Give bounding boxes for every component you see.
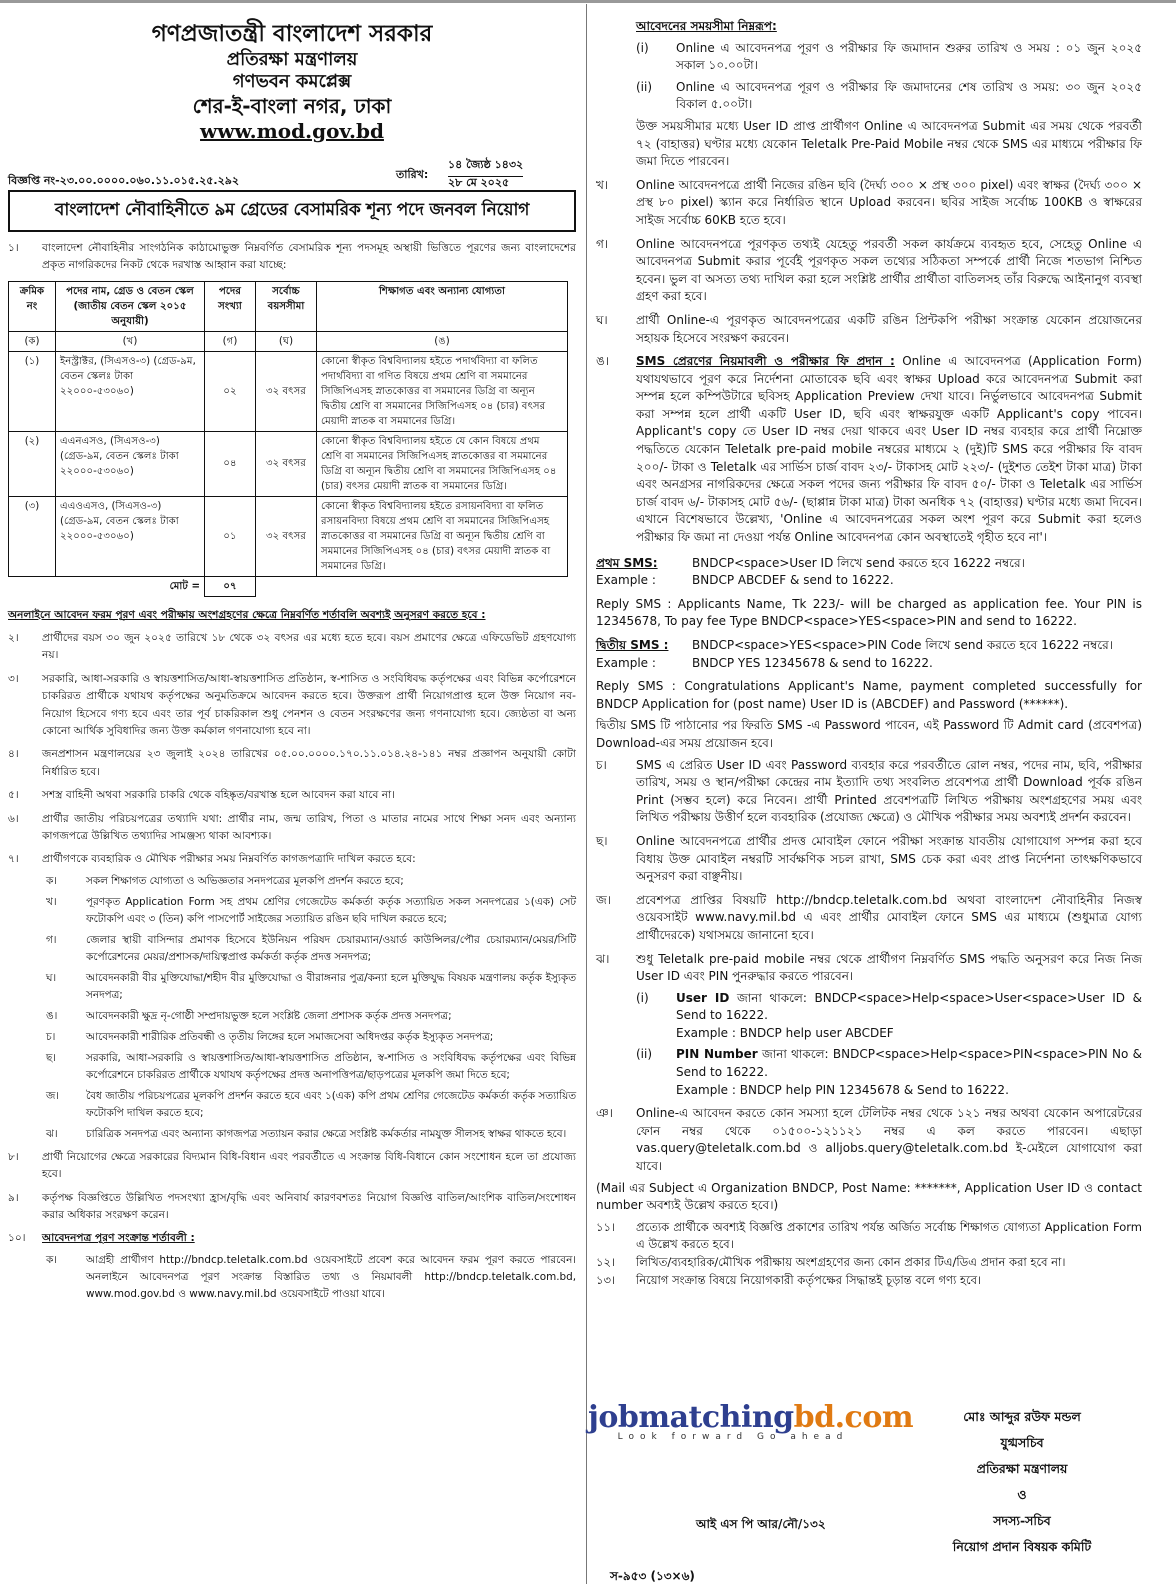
row-qualification: কোনো স্বীকৃত বিশ্ববিদ্যালয় হইতে পদার্থবিদ্যা বা ফলিত পদার্থবিদ্যা বা গণিত বিষয়ে প্রথম শ্রেণি বা সমমানের সিজিপিএসহ স্নাতকোত্তর বা সমমানের ডিগ্রি বা অন্যূন দ্বিতীয় শ্রেণি বা সমমানের সিজিপিএসহ ০৪ (চার) বৎসর মেয়াদী স্নাতক বা সমমানের ডিগ্রি। [317,351,568,431]
first-sms [596,555,1142,573]
recovery-roman: (ii) [636,1047,653,1062]
condition-number: ২। [8,631,19,644]
rule-item [596,1105,1142,1175]
conditions-list [8,630,576,1303]
second-sms-format: BNDCP<space>YES<space>PIN Code লিখে send করতে হবে 16222 নম্বরে। [692,638,1114,652]
notice-title-banner: বাংলাদেশ নৌবাহিনীতে ৯ম গ্রেডের বেসামরিক শূন্য পদে জনবল নিয়োগ [8,190,576,232]
second-sms-label: দ্বিতীয় SMS : [596,638,669,652]
condition-number: ৭। [8,853,19,866]
row-count: ০৪ [205,431,256,496]
document-text: পূরণকৃত Application Form সহ প্রথম শ্রেণির গেজেটেড কর্মকর্তা কর্তৃক সত্যায়িত সকল সনদপত্রের ১(এক) সেট ফটোকপি এবং ৩ (তিন) কপি পাসপোর্ট সাইজের সত্যায়িত রঙিন ছবি দাখিল করতে হবে; [86,895,576,925]
col-header-count: পদের সংখ্যা [205,281,256,331]
document-letter: গ। [46,933,57,946]
first-sms-label: প্রথম SMS: [596,555,658,570]
document-text: সরকারি, আধা-সরকারি ও স্বায়ত্তশাসিত/আধা-স্বায়ত্তশাসিত প্রতিষ্ঠান, স্ব-শাসিত ও সংবিধিবদ্ধ কর্তৃপক্ষের এবং বিভিন্ন কর্পোরেশনে চাকরিরত প্রার্থীকে যথাযথ কর্তৃপক্ষের প্রদত্ত অনাপত্তিপত্র/ছাড়পত্রের মূলকপি জমা দিতে হবে; [86,1051,576,1081]
signatory-title: যুগ্মসচিব [1000,1435,1044,1450]
document-letter: জ। [46,1089,60,1102]
table-row [9,351,568,431]
condition-item [596,1272,1142,1290]
website-link[interactable]: www.mod.gov.bd [200,118,384,143]
document-text: আবেদনকারী ক্ষুদ্র নৃ-গোষ্ঠী সম্প্রদায়ভুক্ত হলে সংশ্লিষ্ট জেলা প্রশাসক কর্তৃক প্রদত্ত সনদপত্র; [86,1009,452,1022]
signatory-name: মোঃ আব্দুর রউফ মন্ডল [963,1409,1081,1424]
row-age: ৩২ বৎসর [256,351,317,431]
condition-item [8,1230,576,1247]
signatory-and: ও [1017,1487,1027,1502]
signature-block [898,1404,1146,1560]
document-text: আবেদনকারী শারীরিক প্রতিবন্ধী ও তৃতীয় লিঙ্গের হলে সমাজসেবা অধিদপ্তর কর্তৃক ইস্যুকৃত সনদপত্র; [86,1030,494,1043]
rule-item [596,177,1142,230]
document-letter: ঝ। [46,1127,58,1140]
condition-number: ৩। [8,672,19,685]
document-text: বৈধ জাতীয় পরিচয়পত্রের মূলকপি প্রদর্শন করতে হবে এবং ১(এক) কপি প্রথম শ্রেণির গেজেটেড কর্মকর্তা কর্তৃক সত্যায়িত ফটোকপি দাখিল করতে হবে; [86,1089,576,1119]
document-item [8,970,576,1004]
table-total-row [9,576,568,596]
memo-number: বিজ্ঞপ্তি নং-২৩.০০.০০০০.০৬০.১১.০১৫.২৫.২৯২ [8,173,240,187]
rule-item [596,951,1142,986]
sms-instructions [596,555,1142,753]
example-label: Example : [596,655,656,670]
rule-item [596,312,1142,347]
rule-text: Online এ আবেদনপত্র (Application Form) যথাযথভাবে পূরণ করে নির্দেশনা মোতাবেক ছবি এবং স্বাক্ষর Upload করে আবেদনপত্র Submit করা সম্পন্ন হলে কম্পিউটারে ছবিসহ Application Preview দেখা যাবে। নির্ভুলভাবে আবেদনপত্র Submit করা সম্পন্ন হলে প্রার্থী একটি User ID, ছবি এবং স্বাক্ষরযুক্ত একটি Applicant's copy পাবেন। Applicant's copy তে User ID নম্বর দেয়া থাকবে এবং User ID নম্বর ব্যবহার করে প্রার্থী নিম্নোক্ত পদ্ধতিতে যেকোন Teletalk pre-paid mobile নম্বরের মাধ্যমে ২ (দুই)টি SMS করে পরীক্ষার ফি বাবদ ২০০/- টাকা ও Teletalk এর সার্ভিস চার্জ বাবদ ২৩/- টাকাসহ মোট ২২৩/- (দুইশত তেইশ টাকা মাত্র) টাকা এবং অনগ্রসর নাগরিকদের ক্ষেত্রে সকল পদের জন্য পরীক্ষার ফি বাবদ ৫০/- টাকা ও Teletalk এর সার্ভিস চার্জ বাবদ ৬/- টাকাসহ মোট ৫৬/- (ছাপ্পান্ন টাকা মাত্র) টাকা অনধিক ৭২ (বাহাত্তর) ঘণ্টার মধ্যে জমা দিবেন। এখানে বিশেষভাবে উল্লেখ্য, 'Online এ আবেদনপত্রের সকল অংশ পূরণ করে Submit করা হলেও পরীক্ষার ফি জমা না দেওয়া পর্যন্ত Online আবেদনপত্র কোন অবস্থাতেই গৃহীত হবে না'। [636,354,1142,545]
document-item [8,1126,576,1143]
intro-paragraph [8,240,576,275]
col-header-qualification: শিক্ষাগত এবং অন্যান্য যোগ্যতা [317,281,568,331]
condition-text: প্রার্থীর জাতীয় পরিচয়পত্রের তথ্যাদি যথা: প্রার্থীর নাম, জন্ম তারিখ, পিতা ও মাতার নামের সাথে শিক্ষা সনদ এবং অন্যান্য কাগজপত্রে উল্লিখিত তথ্যাদির সামঞ্জস্য থাকা আবশ্যক। [42,812,576,843]
rule-letter: ছ। [596,833,608,848]
condition-text: জনপ্রশাসন মন্ত্রণালয়ের ২৩ জুলাই ২০২৪ তারিখের ০৫.০০.০০০০.১৭০.১১.০১৪.২৪-১৪১ নম্বর প্রজ্ঞাপন অনুযায়ী কোটা নির্ধারিত হবে। [42,748,576,778]
table-letter-row [9,331,568,351]
document-letter: ঙ। [46,1009,58,1022]
date-english: ২৮ মে ২০২৫ [448,175,510,189]
vacancy-table [8,281,568,597]
condition-item [8,787,576,804]
table-row [9,496,568,576]
condition-text: প্রত্যেক প্রার্থীকে অবশ্যই বিজ্ঞপ্তি প্রকাশের তারিখ পর্যন্ত অর্জিত সর্বোচ্চ শিক্ষাগত যোগ্যতা Application Form এ উল্লেখ করতে হবে। [636,1219,1142,1252]
condition-number: ৪। [8,748,19,761]
document-letter: ছ। [46,1051,57,1064]
rule-letter: গ। [596,236,609,251]
condition-text: প্রার্থীদের বয়স ৩০ জুন ২০২৫ তারিখে ১৮ থেকে ৩২ বৎসর এর মধ্যে হতে হবে। বয়স প্রমাণের ক্ষেত্রে এফিডেভিট গ্রহণযোগ্য নয়। [42,631,576,662]
condition-item [8,851,576,868]
condition-text: লিখিত/ব্যবহারিক/মৌখিক পরীক্ষায় অংশগ্রহণের জন্য কোন প্রকার টিএ/ডিএ প্রদান করা হবে না। [636,1255,1066,1269]
intro-number: ১। [8,241,19,254]
table-header-row [9,281,568,331]
application-rule-item [8,1252,576,1303]
left-column [8,18,576,1303]
condition-item [596,1254,1142,1272]
condition-text: সরকারি, আধা-সরকারি ও স্বায়ত্তশাসিত/আধা-স্বায়ত্তশাসিত প্রতিষ্ঠান, স্ব-শাসিত ও সংবিধিবদ্ধ কর্তৃপক্ষের এবং বিভিন্ন কর্পোরেশনে চাকরিরত প্রার্থীকে যথাযথ কর্তৃপক্ষের অনুমতিক্রমে আবেদন করতে হবে। উক্তরূপ প্রার্থী নিয়োগপ্রাপ্ত হলে উক্ত নিয়োগ নব-নিয়োগ হিসেবে গণ্য হবে এবং তার পূর্ব চাকরিকাল শুধু পেনশন ও বেতন সংরক্ষণের জন্য গণনাযোগ্য হবে। জ্যেষ্ঠতা বা অন্য কোনো আর্থিক সুবিধাদির জন্য উক্ত কর্মকাল গণনাযোগ্য হবে না। [42,672,576,737]
reply-text: Congratulations Applicant's Name, payment completed successfully for BNDCP Application for (post name) User ID is (ABCDEF) and Password (******). [596,679,1142,711]
rule-item [596,892,1142,945]
condition-item [8,671,576,741]
condition-item [8,1149,576,1184]
condition-item [8,811,576,846]
conditions-heading: অনলাইনে আবেদন ফরম পূরণ এবং পরীক্ষায় অংশগ্রহণের ক্ষেত্রে নিম্নবর্ণিত শর্তাবলি অবশ্যই অনুসরণ করতে হবে : [8,608,486,621]
logo-text-part1: jobmatching [588,1400,794,1435]
row-serial: (১) [9,351,56,431]
total-label: মোট = [9,576,205,596]
condition-number: ৮। [8,1150,19,1163]
letter-cell: (খ) [56,331,205,351]
ministry-name: প্রতিরক্ষা মন্ত্রণালয় [226,48,358,70]
condition-number: ৫। [8,789,19,802]
userid-text: জানা থাকলে: BNDCP<space>Help<space>User<space>User ID & Send to 16222. [676,990,1142,1023]
deadline-text: Online এ আবেদনপত্র পূরণ ও পরীক্ষার ফি জমাদানের শেষ তারিখ ও সময়: ৩০ জুন ২০২৫ বিকাল ৫.০০টা। [676,79,1142,112]
condition-text: কর্তৃপক্ষ বিজ্ঞপ্তিতে উল্লিখিত পদসংখ্যা হ্রাস/বৃদ্ধি এবং অনিবার্য কারণবশতঃ নিয়োগ বিজ্ঞপ্তি বাতিল/আংশিক বাতিল/সংশোধন করার অধিকার সংরক্ষণ করেন। [42,1191,576,1222]
condition-number: ১০। [8,1232,26,1245]
rule-letter: খ। [596,177,609,192]
condition-number: ১২। [596,1255,616,1269]
rule-text: Online আবেদনপত্রে প্রার্থী নিজের রঙিন ছবি (দৈর্ঘ্য ৩০০ × প্রস্থ ৩০০ pixel) এবং স্বাক্ষর (দৈর্ঘ্য ৩০০ × প্রস্থ ৮০ pixel) স্ক্যান করে নির্ধারিত স্থানে Upload করবেন। ছবির সাইজ সর্বোচ্চ 100KB ও স্বাক্ষরের সাইজ সর্বোচ্চ 60KB হতে হবে। [636,177,1142,227]
document-letter: ঘ। [46,971,57,984]
row-age: ৩২ বৎসর [256,496,317,576]
document-item [8,1029,576,1046]
first-sms-example [596,572,1142,590]
pin-text: জানা থাকলে: BNDCP<space>Help<space>PIN<space>PIN No & Send to 16222. [676,1047,1143,1080]
row-age: ৩২ বৎসর [256,431,317,496]
userid-label: User ID [676,990,730,1005]
document-letter: খ। [46,895,57,908]
rule-item [596,757,1142,827]
userid-example: Example : BNDCP help user ABCDEF [676,1025,894,1040]
rule-text: প্রবেশপত্র প্রাপ্তির বিষয়টি http://bndcp.teletalk.com.bd অথবা বাংলাদেশ নৌবাহিনীর নিজস্ব ওয়েবসাইট www.navy.mil.bd এ এবং প্রার্থীর মোবাইল ফোনে SMS এর মাধ্যমে (শুধুমাত্র যোগ্য প্রার্থীদেরকে) যথাসময়ে জানানো হবে। [636,892,1142,942]
row-post: এএনএসও, (সিএসও-৩) (গ্রেড-৯ম, বেতন স্কেলঃ টাকা ২২০০০-৫৩০৬০) [56,431,205,496]
document-item [8,1050,576,1084]
total-value: ০৭ [205,576,256,596]
table-row [9,431,568,496]
col-header-age: সর্বোচ্চ বয়সসীমা [256,281,317,331]
document-letter: ক। [46,874,57,887]
condition-number: ১১। [596,1219,616,1234]
print-code: স-৯৫৩ (১৩×৬) [610,1569,695,1583]
document-item [8,873,576,890]
reply-label: Reply SMS : [596,679,676,694]
document-text: জেলার স্থায়ী বাসিন্দার প্রমাণক হিসেবে ইউনিয়ন পরিষদ চেয়ারম্যান/ওয়ার্ড কাউন্সিলর/পৌর চেয়ারম্যান/মেয়র/সিটি কর্পোরেশনের মেয়র/প্রশাসক/দায়িত্বপ্রাপ্ত কর্মকর্তা কর্তৃক প্রদত্ত সনদপত্র; [86,933,576,963]
rule-letter: ক। [46,1253,57,1266]
right-column [596,18,1142,1289]
address: শের-ই-বাংলা নগর, ঢাকা [192,93,392,118]
condition-item [596,1219,1142,1254]
condition-item [8,746,576,781]
row-post: এএওএসও, (সিএসও-৩) (গ্রেড-৯ম, বেতন স্কেলঃ টাকা ২২০০০-৫৩০৬০) [56,496,205,576]
row-post: ইনস্ট্রাক্টর, (সিএসও-৩) (গ্রেড-৯ম, বেতন স্কেলঃ টাকা ২২০০০-৫৩০৬০) [56,351,205,431]
photo-upload-rule [596,177,1142,547]
condition-text: প্রার্থী নিয়োগের ক্ষেত্রে সরকারের বিদ্যমান বিধি-বিধান এবং পরবর্তীতে এ সংক্রান্ত বিধি-বিধানে কোন সংশোধন হলে তা প্রযোজ্য হবে। [42,1150,576,1181]
document-text: সকল শিক্ষাগত যোগ্যতা ও অভিজ্ঞতার সনদপত্রের মূলকপি প্রদর্শন করতে হবে; [86,874,404,887]
logo-tagline: Look forward Go ahead [617,1432,849,1442]
govt-name: গণপ্রজাতন্ত্রী বাংলাদেশ সরকার [151,21,433,47]
password-note: দ্বিতীয় SMS টি পাঠানোর পর ফিরতি SMS -এ Password পাবেন, এই Password টি Admit card (প্রবেশপত্র) Download-এর সময় প্রয়োজন হবে। [596,718,1142,750]
document-text: আবেদনকারী বীর মুক্তিযোদ্ধা/শহীদ বীর মুক্তিযোদ্ধা ও বীরাঙ্গনার পুত্র/কন্যা হলে মুক্তিযুদ্ধ বিষয়ক মন্ত্রণালয় কর্তৃক ইস্যুকৃত সনদপত্র; [86,971,576,1001]
example-text: BNDCP ABCDEF & send to 16222. [692,573,894,588]
document-letter: চ। [46,1030,56,1043]
letter-cell: (ঘ) [256,331,317,351]
date-bangla: ১৪ জ্যৈষ্ঠ ১৪৩২ [448,156,523,177]
rule-letter: জ। [596,892,612,907]
rule-letter: ঝ। [596,951,610,966]
deadline-note: উক্ত সময়সীমার মধ্যে User ID প্রাপ্ত প্রার্থীগণ Online এ আবেদনপত্র Submit এর সময় থেকে পরবর্তী ৭২ (বাহাত্তর) ঘণ্টার মধ্যে যেকোন Teletalk Pre-Paid Mobile নম্বর থেকে SMS এর মাধ্যমে পরীক্ষার ফি জমা দিতে পারবেন। [636,118,1142,169]
deadline-roman: (i) [636,40,649,55]
rule-text: Online আবেদনপত্রে পূরণকৃত তথ্যই যেহেতু পরবর্তী সকল কার্যক্রমে ব্যবহৃত হবে, সেহেতু Online এ আবেদনপত্র Submit করার পূর্বেই পূরণকৃত সকল তথ্যের সঠিকতা সম্পর্কে প্রার্থী নিজে শতভাগ নিশ্চিত হবেন। ভুল বা অসত্য তথ্য দাখিল করা হলে সংশ্লিষ্ট প্রার্থীর প্রার্থীতা বাতিলসহ তাঁর বিরুদ্ধে আইনানুগ ব্যবস্থা গ্রহণ করা হবে। [636,236,1142,304]
letter-cell: (ক) [9,331,56,351]
document-item [8,932,576,966]
first-sms-format: BNDCP<space>User ID লিখে send করতে হবে 16222 নম্বরে। [692,555,1025,570]
deadline-section [596,18,1142,171]
rule-text: শুধু Teletalk pre-paid mobile নম্বর থেকে প্রার্থীগণ নিম্নবর্ণিত SMS পদ্ধতি অনুসরণ করে নিজ নিজ User ID এবং PIN পুনরুদ্ধার করতে পারবেন। [636,951,1142,984]
logo-text-part2: bd.com [793,1400,914,1435]
rule-item [596,833,1142,886]
rule-text: আগ্রহী প্রার্থীগণ http://bndcp.teletalk.com.bd ওয়েবসাইটে প্রবেশ করে আবেদন ফরম পূরণ করতে পারবেন। অনলাইনে আবেদনপত্র পূরণ সংক্রান্ত বিস্তারিত তথ্য ও নিয়মাবলী http://bndcp.teletalk.com.bd, www.mod.gov.bd ও www.navy.mil.bd ওয়েবসাইটে পাওয়া যাবে। [86,1253,576,1300]
pin-example: Example : BNDCP help PIN 12345678 & Send to 16222. [676,1082,1009,1097]
intro-text: বাংলাদেশ নৌবাহিনীর সাংগঠনিক কাঠামোভুক্ত নিম্নবর্ণিত বেসামরিক শূন্য পদসমূহ অস্থায়ী ভিত্তিতে পূরণের জন্য বাংলাদেশের প্রকৃত নাগরিকদের নিকট থেকে দরখাস্ত আহ্বান করা যাচ্ছে: [42,241,576,272]
document-item [8,1088,576,1122]
condition-item [8,1190,576,1225]
col-header-serial: ক্রমিক নং [9,281,56,331]
document-text: চারিত্রিক সনদপত্র এবং অন্যান্য কাগজপত্র সত্যায়ন করার ক্ষেত্রে সংশ্লিষ্ট কর্মকর্তার নামযুক্ত সীলসহ স্বাক্ষর থাকতে হবে। [86,1127,567,1140]
row-serial: (৩) [9,496,56,576]
document-item [8,894,576,928]
row-serial: (২) [9,431,56,496]
condition-number: ৬। [8,812,19,825]
final-conditions [596,1219,1142,1289]
rule-item [596,353,1142,547]
example-label: Example : [596,573,656,588]
date-label: তারিখ: [396,167,429,181]
application-rules-heading: আবেদনপত্র পূরণ সংক্রান্ত শর্তাবলী : [42,1232,195,1245]
reply-label: Reply SMS : [596,596,672,611]
condition-text: নিয়োগ সংক্রান্ত বিষয়ে নিয়োগকারী কর্তৃপক্ষের সিদ্ধান্তই চূড়ান্ত বলে গণ্য হবে। [636,1272,982,1287]
rule-letter: ঞ। [596,1106,613,1121]
signatory-ministry: প্রতিরক্ষা মন্ত্রণালয় [976,1461,1068,1476]
condition-number: ৯। [8,1191,19,1204]
pin-recovery [596,1046,1142,1099]
col-header-post: পদের নাম, গ্রেড ও বেতন স্কেল (জাতীয় বেতন স্কেল ২০১৫ অনুযায়ী) [56,281,205,331]
row-count: ০১ [205,496,256,576]
letter-cell: (গ) [205,331,256,351]
pin-label: PIN Number [676,1047,758,1062]
top-edge-line [0,0,1176,3]
rule-text: Online আবেদনপত্রে প্রার্থীর প্রদত্ত মোবাইল ফোনে পরীক্ষা সংক্রান্ত যাবতীয় যোগাযোগ সম্পন্ন করা হবে বিধায় উক্ত মোবাইল নম্বরটি সার্বক্ষণিক সচল রাখা, SMS চেক করা এবং প্রাপ্ত নির্দেশনা তাৎক্ষণিকভাবে অনুসরণ করা বাঞ্ছনীয়। [636,833,1142,884]
row-qualification: কোনো স্বীকৃত বিশ্ববিদ্যালয় হইতে রসায়নবিদ্যা বা ফলিত রসায়নবিদ্যা বিষয়ে প্রথম শ্রেণি বা সমমানের সিজিপিএসহ স্নাতকোত্তর বা সমমানের ডিগ্রি বা অন্যূন দ্বিতীয় শ্রেণি বা সমমানের সিজিপিএসহ ০৪ (চার) বৎসর মেয়াদী স্নাতক বা সমমানের ডিগ্রি। [317,496,568,576]
deadline-roman: (ii) [636,79,653,94]
total-blank [256,576,568,596]
mail-note: (Mail এর Subject এ Organization BNDCP, Post Name: *******, Application User ID ও contact number অবশ্যই উল্লেখ করতে হবে।) [596,1180,1142,1213]
rule-item [596,236,1142,306]
deadline-item-start [596,40,1142,75]
first-reply [596,596,1142,631]
signatory-committee: নিয়োগ প্রদান বিষয়ক কমিটি [952,1539,1092,1554]
deadline-heading: আবেদনের সময়সীমা নিম্নরূপ: [636,19,777,33]
rule-text: প্রার্থী Online-এ পূরণকৃত আবেদনপত্রের একটি রঙিন প্রিন্টকপি পরীক্ষা সংক্রান্ত যেকোন প্রয়োজনের সহায়ক হিসেবে সংরক্ষণ করবেন। [636,312,1142,345]
letterhead [8,20,576,144]
second-reply [596,678,1142,713]
ispr-reference: আই এস পি আর/নৌ/১৩২ [696,1517,826,1531]
recovery-roman: (i) [636,990,649,1005]
second-sms-example [596,655,1142,673]
example-text: BNDCP YES 12345678 & send to 16222. [692,655,933,670]
rule-letter: চ। [596,757,607,772]
watermark-logo [588,1400,914,1442]
rule-letter: ঙ। [596,354,610,369]
memo-line [8,144,576,188]
letter-cell: (ঙ) [317,331,568,351]
complex-name: গণভবন কমপ্লেক্স [232,71,352,93]
documents-list [8,873,576,1143]
condition-text: সশস্ত্র বাহিনী অথবা সরকারি চাকরি থেকে বহিষ্কৃত/বরখাস্ত হলে আবেদন করা যাবে না। [42,789,395,802]
second-sms [596,637,1142,655]
condition-number: ১৩। [596,1272,616,1287]
row-count: ০২ [205,351,256,431]
deadline-item-end [596,79,1142,114]
admit-card-rules [596,757,1142,1215]
document-item [8,1008,576,1025]
rule-letter: ঘ। [596,312,608,327]
condition-item [8,630,576,665]
rule-text: Online-এ আবেদন করতে কোন সমস্যা হলে টেলিটক নম্বর থেকে ১২১ নম্বর অথবা যেকোন অপারেটরের ফোন নম্বর থেকে ০১৫০০-১২১১২১ নম্বর এ কল করতে পারবেন। এছাড়া vas.query@teletalk.com.bd ও alljobs.query@teletalk.com.bd ই-মেইলে যোগাযোগ করা যাবে। [636,1106,1142,1174]
userid-recovery [596,990,1142,1043]
signatory-role: সদস্য-সচিব [993,1513,1051,1528]
condition-text: প্রার্থীগণকে ব্যবহারিক ও মৌখিক পরীক্ষার সময় নিম্নবর্ণিত কাগজপত্রাদি দাখিল করতে হবে: [42,853,416,866]
rule-text: SMS এ প্রেরিত User ID এবং Password ব্যবহার করে পরবর্তীতে রোল নম্বর, পদের নাম, ছবি, পরীক্ষার তারিখ, সময় ও স্থান/পরীক্ষা কেন্দ্রের নাম ইত্যাদি তথ্য সংবলিত প্রবেশপত্র প্রার্থী Download পূর্বক রঙিন Print (সম্ভব হলে) করে নিবেন। প্রার্থী Printed প্রবেশপত্রটি লিখিত পরীক্ষায় অংশগ্রহণের সময় এবং লিখিত পরীক্ষায় উত্তীর্ণ হলে ব্যবহারিক (প্রযোজ্য ক্ষেত্রে) ও মৌখিক পরীক্ষার সময় অবশ্যই প্রদর্শন করবেন। [636,757,1142,825]
reply-text: Applicants Name, Tk 223/- will be charged as application fee. Your PIN is 12345678, To pay fee Type BNDCP<space>YES<space>PIN and send to 16222. [596,596,1142,629]
deadline-text: Online এ আবেদনপত্র পূরণ ও পরীক্ষার ফি জমাদান শুরুর তারিখ ও সময় : ০১ জুন ২০২৫ সকাল ১০.০০টা। [676,40,1142,73]
row-qualification: কোনো স্বীকৃত বিশ্ববিদ্যালয় হইতে যে কোন বিষয়ে প্রথম শ্রেণি বা সমমানের সিজিপিএসহ স্নাতকোত্তর বা সমমানের ডিগ্রি বা অন্যূন দ্বিতীয় শ্রেণি বা সমমানের সিজিপিএসহ ০৪ (চার) বৎসর মেয়াদী স্নাতক বা সমমানের ডিগ্রি। [317,431,568,496]
sms-rules-title: SMS প্রেরণের নিয়মাবলী ও পরীক্ষার ফি প্রদান : [636,354,895,369]
column-divider [586,4,587,1584]
